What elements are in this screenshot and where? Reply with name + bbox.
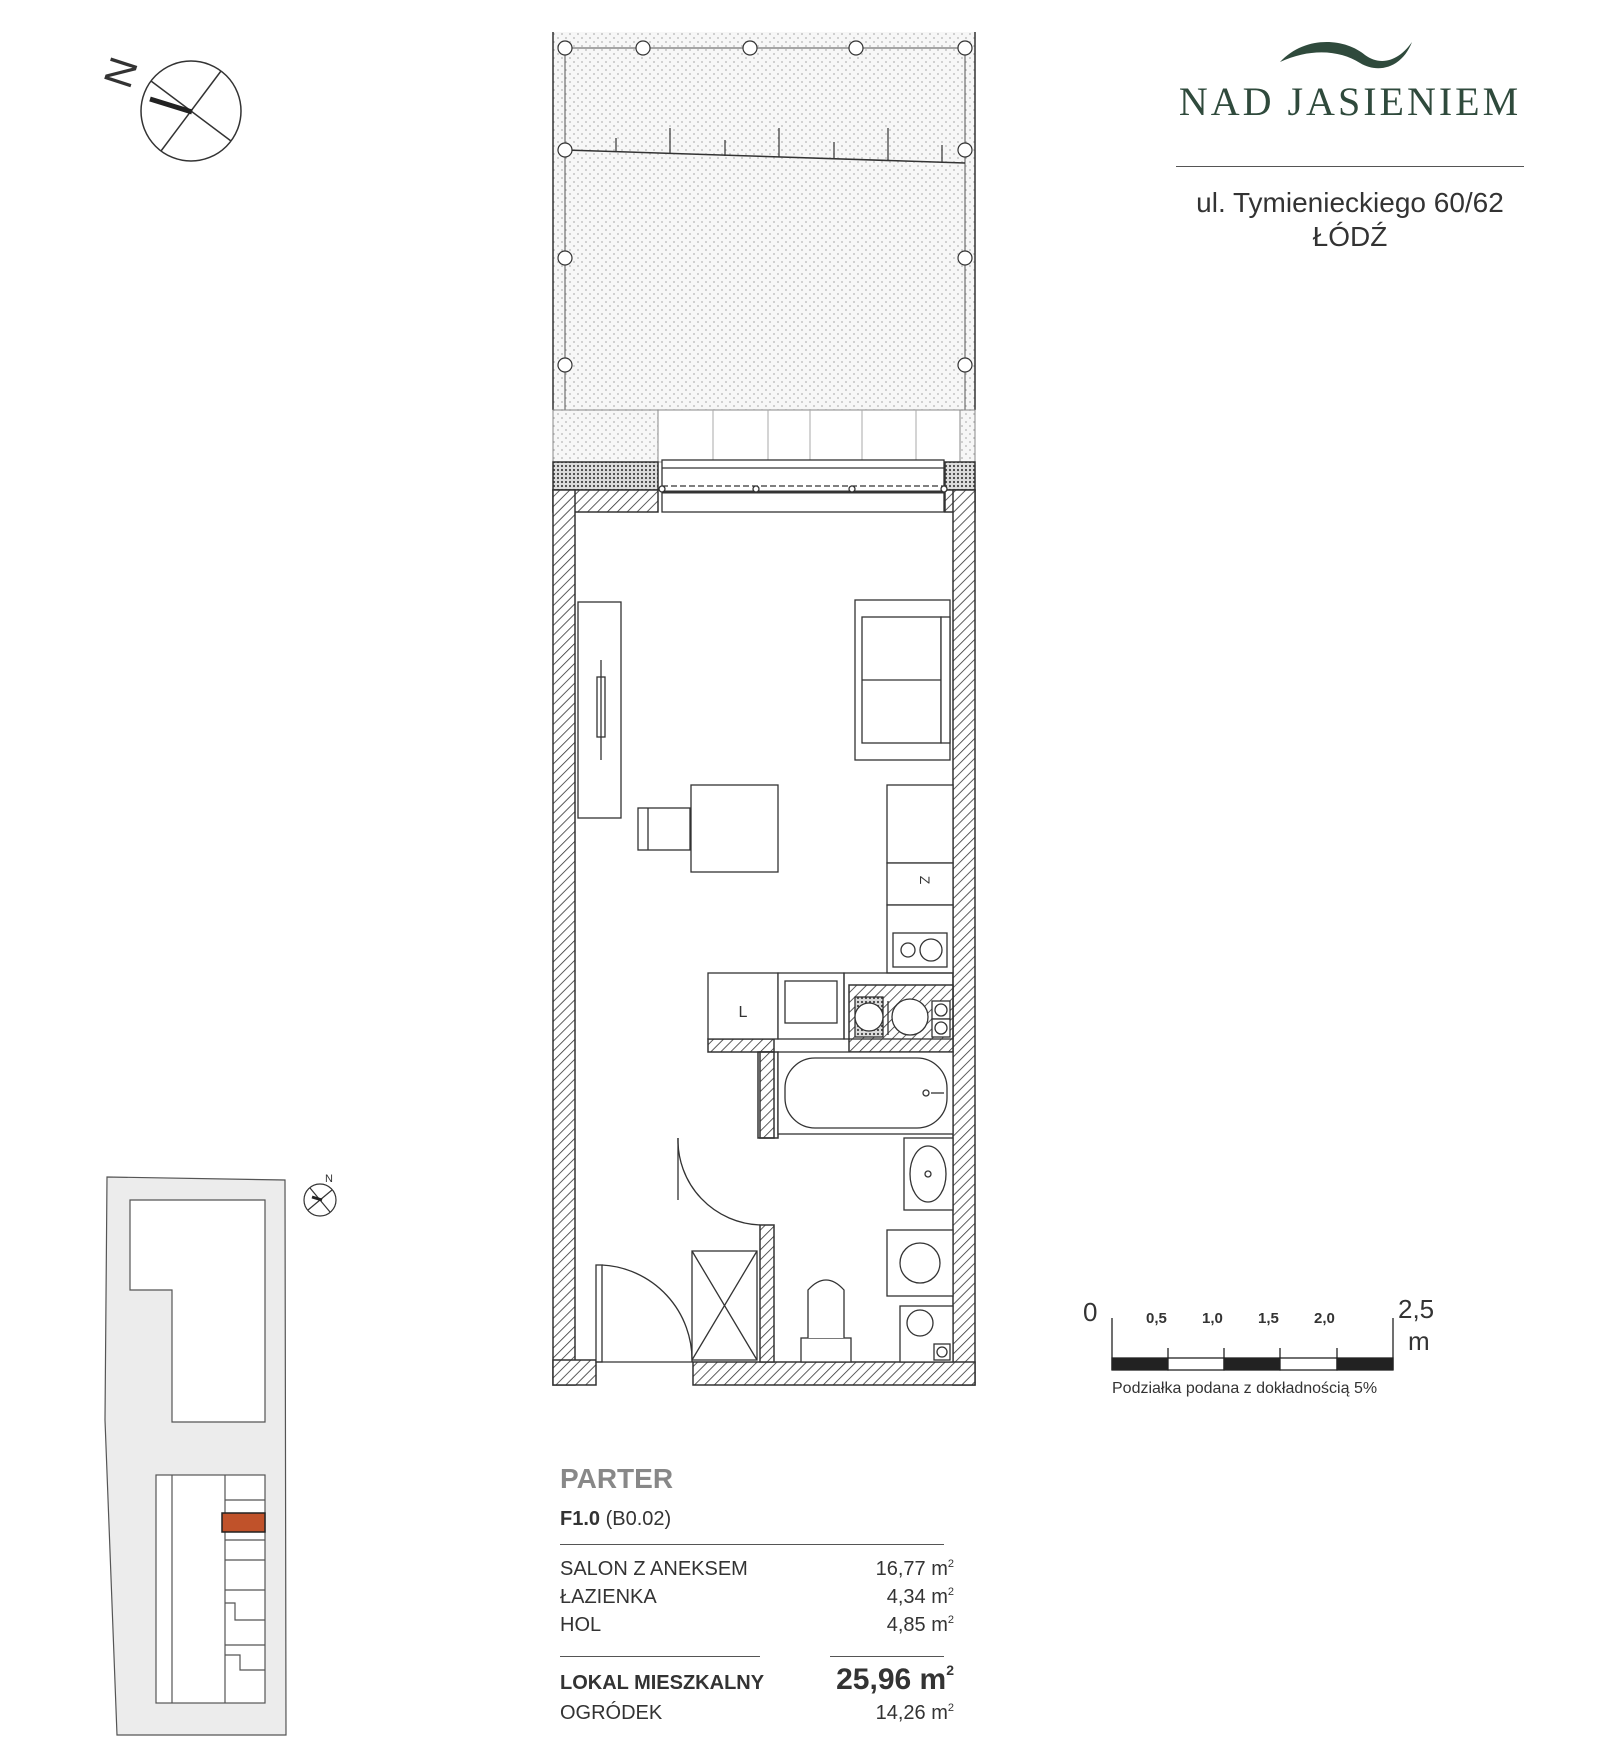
total-row (560, 1664, 954, 1700)
scale-unit: m (1408, 1326, 1430, 1356)
address-street: ul. Tymienieckiego 60/62 (1196, 187, 1504, 218)
address-block (1160, 186, 1540, 254)
terrace-window (659, 460, 947, 512)
unit-code-sub: (B0.02) (605, 1508, 672, 1530)
table-rule-right (830, 1656, 944, 1657)
scale-tick-1: 0,5 (1146, 1310, 1167, 1327)
brand-name: NAD JASIENIEM (1178, 79, 1522, 124)
table-rule-top (560, 1544, 944, 1545)
unit-code-main: F1.0 (560, 1508, 601, 1530)
north-arrow-icon (141, 61, 241, 161)
room-row (560, 1558, 954, 1584)
brand-divider (1176, 166, 1524, 167)
garden-row (560, 1702, 954, 1728)
total-area: 25,96 $m^2$ (836, 1662, 954, 1696)
scale-zero: 0 (1083, 1297, 1098, 1327)
room-name: SALON Z ANEKSEM (560, 1558, 748, 1580)
total-name: LOKAL MIESZKALNY (560, 1672, 765, 1694)
dishwasher-label: L (738, 1004, 748, 1021)
site-key-plan (105, 1177, 336, 1735)
table-rule-left (560, 1656, 760, 1657)
fridge-label: Z (917, 875, 933, 885)
brand-wave-icon (1280, 42, 1412, 68)
unit-code (560, 1508, 671, 1531)
brand-block (1160, 78, 1540, 125)
scale-end: 2,5 (1398, 1294, 1435, 1324)
scale-tick-3: 1,5 (1258, 1310, 1279, 1327)
site-north-label: N (325, 1173, 333, 1185)
scale-tick-2: 1,0 (1202, 1310, 1223, 1327)
garden-area: 14,26 $m^2$ (875, 1702, 954, 1724)
garden-name: OGRÓDEK (560, 1702, 663, 1724)
room-area: 4,85 $m^2$ (886, 1614, 954, 1636)
north-label: N (96, 52, 147, 94)
room-name: ŁAZIENKA (560, 1586, 657, 1608)
room-area: 4,34 $m^2$ (886, 1586, 954, 1608)
scale-note: Podziałka podana z dokładnością 5% (1112, 1380, 1378, 1397)
unit-highlight (222, 1513, 265, 1532)
floor-label: PARTER (560, 1463, 674, 1494)
room-area: 16,77 $m^2$ (875, 1558, 954, 1580)
room-name: HOL (560, 1614, 602, 1636)
address-city: ŁÓDŹ (1312, 221, 1388, 252)
garden-area (553, 32, 975, 462)
scale-tick-4: 2,0 (1314, 1310, 1335, 1327)
room-row (560, 1614, 954, 1640)
room-row (560, 1586, 954, 1612)
